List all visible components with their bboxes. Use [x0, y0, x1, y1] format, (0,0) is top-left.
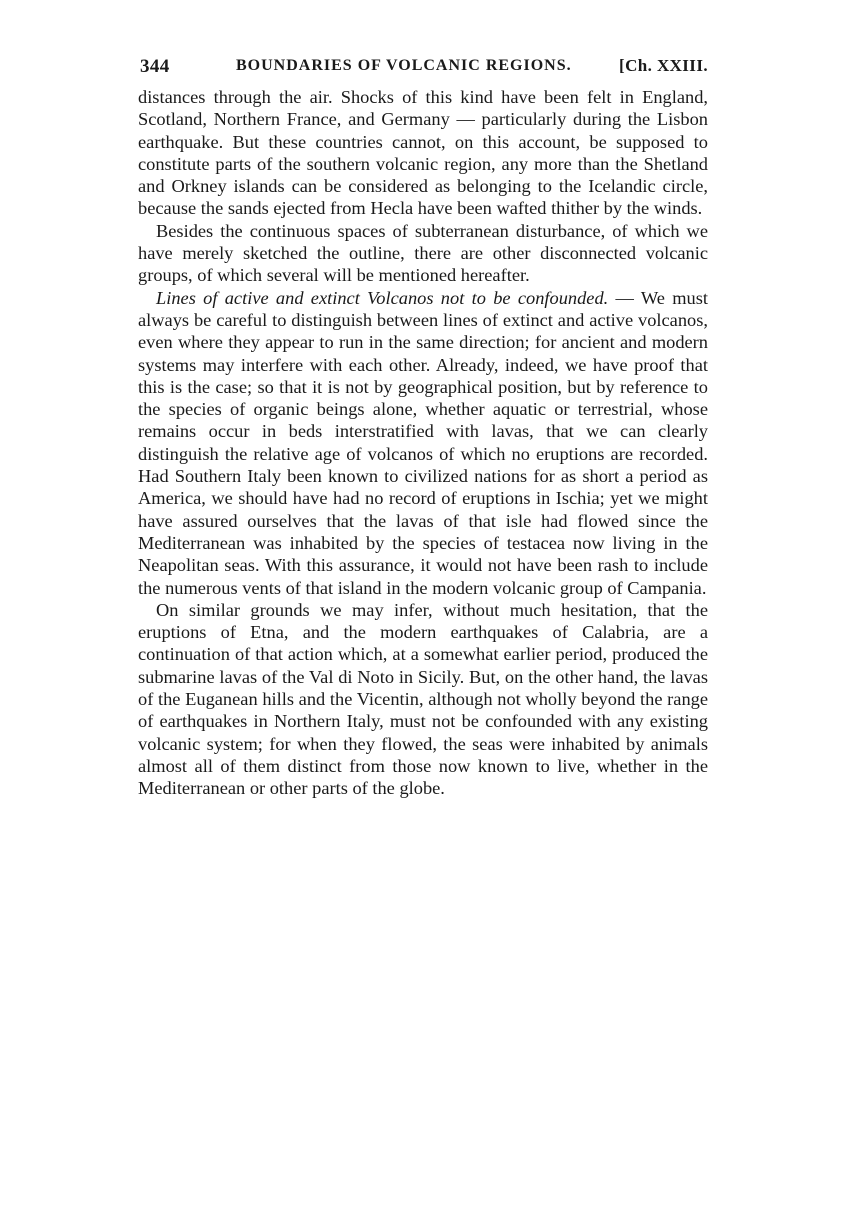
body-text — [138, 86, 708, 800]
paragraph-lines-of-volcanos — [138, 287, 708, 599]
paragraph-similar-grounds: On similar grounds we may infer, without much hesitation, that the eruptions of Etna, and the modern earthquakes of Calabria, are a continuation of that action which, at a somewhat earlier period, produced the submarine lavas of the Val di Noto in Sicily. But, on the other hand, the lavas of the Euganean hills and the Vicentin, although not wholly beyond the range of earthquakes in Northern Italy, must not be confounded with any existing volcanic system; for when they flowed, the seas were inhabited by animals almost all of them distinct from those now known to live, whether in the Mediterranean or other parts of the globe. — [138, 599, 708, 799]
paragraph-continuation: distances through the air. Shocks of this kind have been felt in England, Scotland, Northern France, and Germany — particularly during the Lisbon earthquake. But these countries cannot, on this account, be supposed to constitute parts of the southern volcanic region, any more than the Shetland and Orkney islands can be considered as belonging to the Icelandic circle, because the sands ejected from Hecla have been wafted thither by the winds. — [138, 87, 708, 219]
chapter-reference: [Ch. XXIII. — [619, 56, 708, 75]
section-heading: Lines of active and extinct Volcanos not to be confounded. — [156, 287, 609, 308]
paragraph-disconnected-groups: Besides the continuous spaces of subterranean disturbance, of which we have merely sketched the outline, there are other disconnected volcanic groups, of which several will be mentioned hereafter. — [138, 220, 708, 286]
page-number: 344 — [140, 56, 170, 77]
book-page — [138, 52, 708, 800]
running-head — [138, 52, 708, 86]
running-title: BOUNDARIES OF VOLCANIC REGIONS. — [236, 57, 572, 74]
paragraph-lines-body: — We must always be careful to distinguish between lines of extinct and active volcanos, even where they appear to run in the same direction; for ancient and modern systems may interfere with each other. Already, indeed, we have proof that this is the case; so that it is not by geographical position, but by reference to the species of organic beings alone, whether aquatic or terrestrial, whose remains occur in beds interstratified with lavas, that we can clearly distinguish the relative age of volcanos of which no eruptions are recorded. Had Southern Italy been known to civilized nations for as short a period as America, we should have had no record of eruptions in Ischia; yet we might have assured ourselves that the lavas of that isle had flowed since the Mediterranean was inhabited by the species of testacea now living in the Neapolitan seas. With this assurance, it would not have been rash to include the numerous vents of that island in the modern volcanic group of Campania. — [138, 287, 708, 598]
